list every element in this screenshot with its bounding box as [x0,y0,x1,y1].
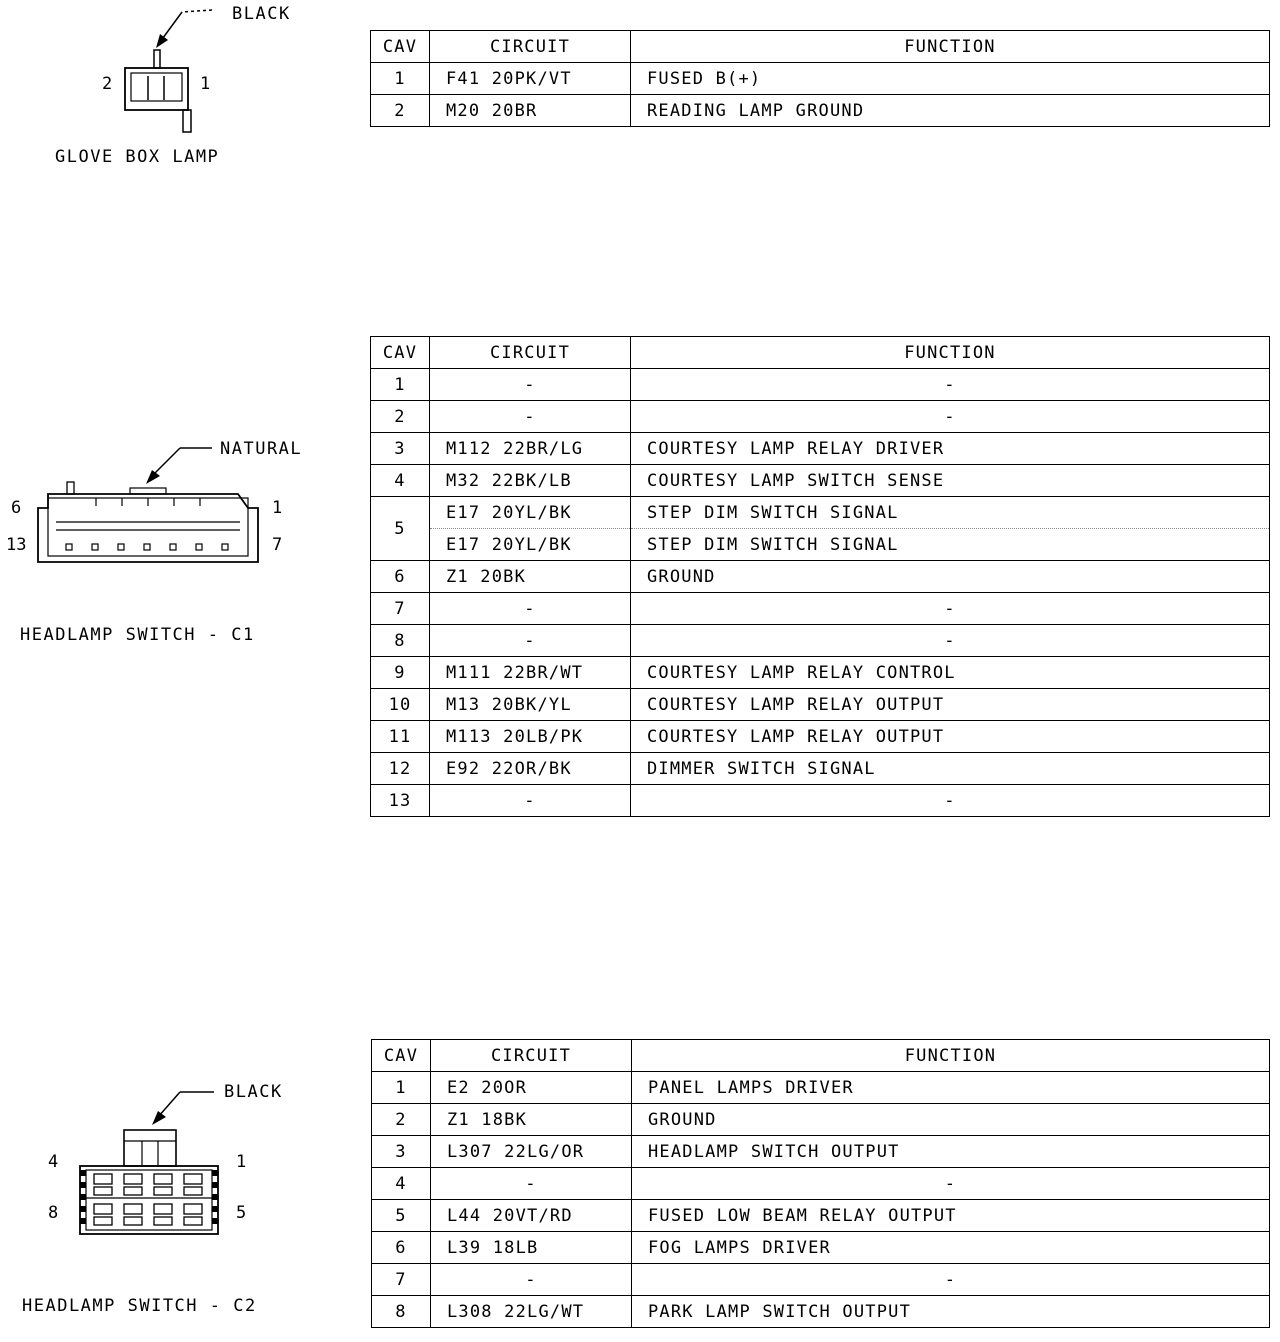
function-cell: GROUND [631,561,1270,593]
cav-cell: 2 [371,95,430,127]
connector-title: HEADLAMP SWITCH - C2 [22,1296,257,1316]
table-header-row [371,337,1270,369]
glove-box-lamp-connector-drawing [0,0,340,140]
connector-color-label: NATURAL [220,439,303,459]
table-row [371,753,1270,785]
circuit-cell: E17 20YL/BK [430,529,631,561]
table-row [371,561,1270,593]
function-cell: - [632,1168,1270,1200]
table-row [371,785,1270,817]
circuit-cell: - [430,369,631,401]
cav-cell: 11 [371,721,430,753]
pin-label-1: 1 [200,74,211,94]
function-cell: - [632,1264,1270,1296]
function-cell: - [631,401,1270,433]
circuit-cell: - [430,785,631,817]
cav-cell: 13 [371,785,430,817]
table-row [371,401,1270,433]
table-row [371,95,1270,127]
function-cell: COURTESY LAMP RELAY CONTROL [631,657,1270,689]
function-cell: FUSED B(+) [631,63,1270,95]
cav-cell: 1 [371,369,430,401]
function-cell: FUSED LOW BEAM RELAY OUTPUT [632,1200,1270,1232]
function-cell: - [631,593,1270,625]
table-row [372,1168,1270,1200]
function-cell: PARK LAMP SWITCH OUTPUT [632,1296,1270,1328]
table-row [372,1136,1270,1168]
function-cell: GROUND [632,1104,1270,1136]
table-row [371,625,1270,657]
table-row [371,465,1270,497]
circuit-cell: - [431,1168,632,1200]
pin-label-13: 13 [6,535,27,555]
pin-label-6: 6 [11,498,22,518]
table-row [372,1264,1270,1296]
header-circuit: CIRCUIT [431,1040,632,1072]
header-cav: CAV [372,1040,431,1072]
table-row [372,1072,1270,1104]
header-cav: CAV [371,31,430,63]
table-row [372,1296,1270,1328]
table-row [371,657,1270,689]
table-row [371,497,1270,529]
connector-title: GLOVE BOX LAMP [55,147,220,167]
cav-cell: 5 [372,1200,431,1232]
cav-cell: 5 [371,497,430,561]
circuit-cell: - [431,1264,632,1296]
circuit-cell: E2 20OR [431,1072,632,1104]
table-header-row [371,31,1270,63]
circuit-cell: - [430,401,631,433]
headlamp-switch-c1-pinout-table [370,336,1270,817]
cav-cell: 7 [372,1264,431,1296]
cav-cell: 2 [371,401,430,433]
circuit-cell: F41 20PK/VT [430,63,631,95]
connector-color-label: BLACK [232,4,291,24]
function-cell: FOG LAMPS DRIVER [632,1232,1270,1264]
cav-cell: 9 [371,657,430,689]
circuit-cell: M112 22BR/LG [430,433,631,465]
table-row [371,63,1270,95]
table-row [371,369,1270,401]
connector-title: HEADLAMP SWITCH - C1 [20,625,255,645]
pin-label-8: 8 [48,1203,59,1223]
cav-cell: 3 [371,433,430,465]
circuit-cell: E17 20YL/BK [430,497,631,529]
cav-cell: 6 [371,561,430,593]
function-cell: HEADLAMP SWITCH OUTPUT [632,1136,1270,1168]
cav-cell: 7 [371,593,430,625]
table-row [371,529,1270,561]
circuit-cell: - [430,593,631,625]
glove-box-lamp-pinout-table [370,30,1270,127]
function-cell: COURTESY LAMP SWITCH SENSE [631,465,1270,497]
cav-cell: 8 [371,625,430,657]
cav-cell: 3 [372,1136,431,1168]
table-row [371,689,1270,721]
circuit-cell: L307 22LG/OR [431,1136,632,1168]
function-cell: COURTESY LAMP RELAY OUTPUT [631,721,1270,753]
table-header-row [372,1040,1270,1072]
function-cell: COURTESY LAMP RELAY OUTPUT [631,689,1270,721]
table-row [371,593,1270,625]
circuit-cell: M111 22BR/WT [430,657,631,689]
table-row [372,1232,1270,1264]
function-cell: COURTESY LAMP RELAY DRIVER [631,433,1270,465]
header-function: FUNCTION [632,1040,1270,1072]
function-cell: READING LAMP GROUND [631,95,1270,127]
pin-label-1: 1 [272,498,283,518]
circuit-cell: Z1 20BK [430,561,631,593]
circuit-cell: L39 18LB [431,1232,632,1264]
function-cell: - [631,369,1270,401]
header-cav: CAV [371,337,430,369]
circuit-cell: M20 20BR [430,95,631,127]
function-cell: STEP DIM SWITCH SIGNAL [631,529,1270,561]
function-cell: DIMMER SWITCH SIGNAL [631,753,1270,785]
circuit-cell: M113 20LB/PK [430,721,631,753]
headlamp-switch-c2-pinout-table [371,1039,1270,1328]
circuit-cell: L44 20VT/RD [431,1200,632,1232]
circuit-cell: - [430,625,631,657]
connector-color-label: BLACK [224,1082,283,1102]
function-cell: - [631,785,1270,817]
cav-cell: 8 [372,1296,431,1328]
cav-cell: 6 [372,1232,431,1264]
function-cell: - [631,625,1270,657]
header-circuit: CIRCUIT [430,337,631,369]
table-row [372,1104,1270,1136]
header-function: FUNCTION [631,337,1270,369]
cav-cell: 10 [371,689,430,721]
circuit-cell: L308 22LG/WT [431,1296,632,1328]
circuit-cell: E92 22OR/BK [430,753,631,785]
pin-label-5: 5 [236,1203,247,1223]
table-row [371,721,1270,753]
cav-cell: 1 [371,63,430,95]
pin-label-2: 2 [102,74,113,94]
table-row [372,1200,1270,1232]
cav-cell: 12 [371,753,430,785]
cav-cell: 2 [372,1104,431,1136]
function-cell: STEP DIM SWITCH SIGNAL [631,497,1270,529]
headlamp-switch-c1-connector-drawing [0,430,340,580]
cav-cell: 1 [372,1072,431,1104]
table-row [371,433,1270,465]
header-circuit: CIRCUIT [430,31,631,63]
pin-label-7: 7 [272,535,283,555]
function-cell: PANEL LAMPS DRIVER [632,1072,1270,1104]
cav-cell: 4 [372,1168,431,1200]
circuit-cell: Z1 18BK [431,1104,632,1136]
circuit-cell: M32 22BK/LB [430,465,631,497]
pin-label-4: 4 [48,1152,59,1172]
cav-cell: 4 [371,465,430,497]
pin-label-1: 1 [236,1152,247,1172]
circuit-cell: M13 20BK/YL [430,689,631,721]
header-function: FUNCTION [631,31,1270,63]
